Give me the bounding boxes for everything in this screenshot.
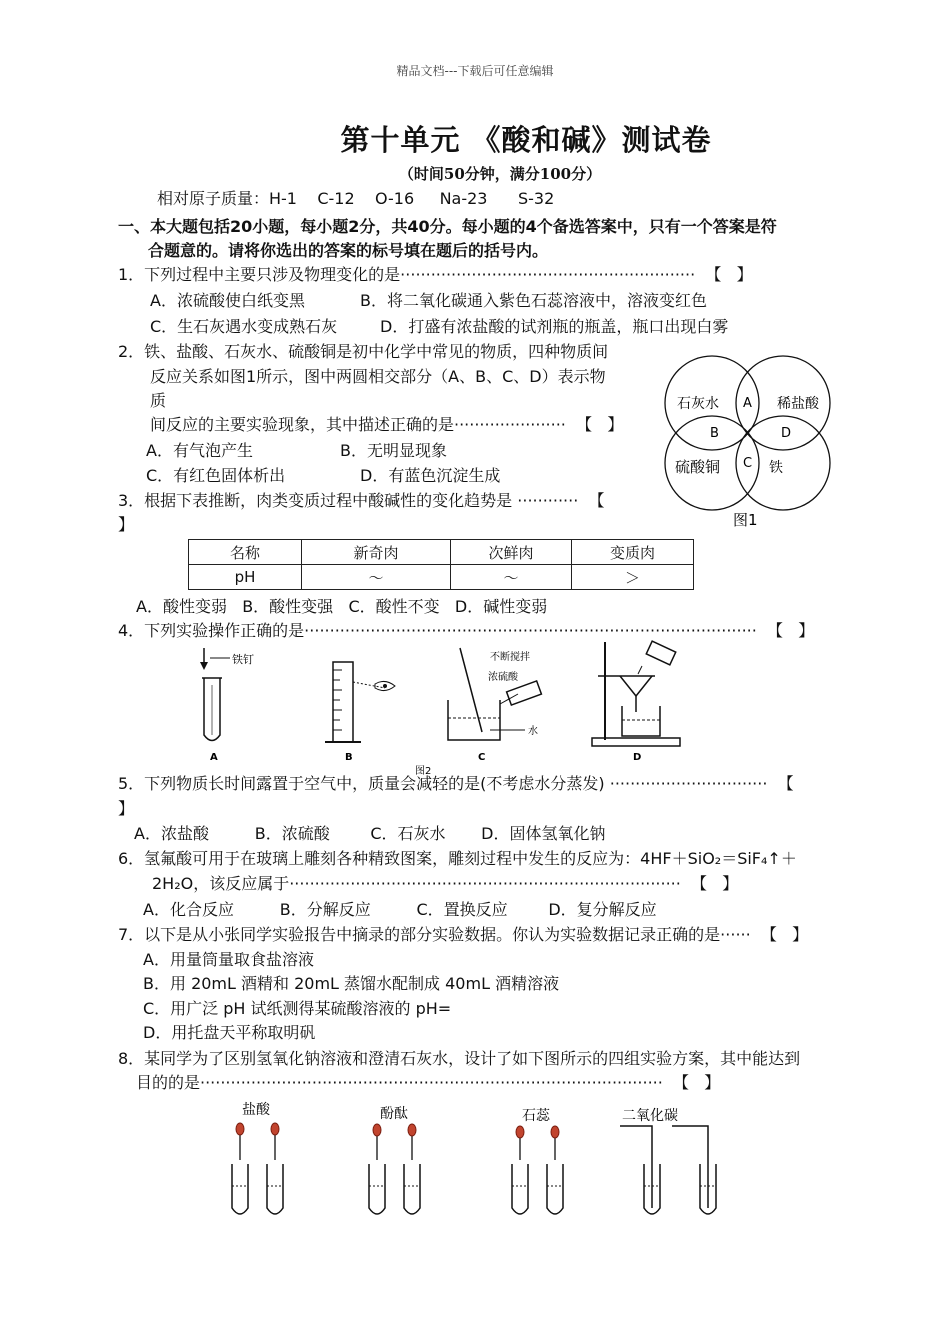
q4-stem: 4．下列实验操作正确的是························································································· 【 】 (118, 621, 815, 640)
page-subtitle: （时间50分钟，满分100分） (398, 165, 602, 183)
figure2-caption: 图2 (415, 766, 432, 775)
label-iron-nail: 铁钉 (232, 653, 254, 666)
q7-option-b: B．用 20mL 酒精和 20mL 蒸馏水配制成 40mL 酒精溶液 (143, 974, 560, 993)
dropper-bulb (551, 1126, 559, 1138)
label-iron: 铁 (769, 460, 783, 476)
table-header: 变质肉 (572, 540, 694, 565)
operation-a-illustration (200, 648, 254, 763)
q3-options: A．酸性变弱 B．酸性变强 C．酸性不变 D．碱性变弱 (136, 597, 548, 616)
q1-stem: 1．下列过程中主要只涉及物理变化的是·························································· 【 】 (118, 265, 753, 284)
label-stir: 不断搅拌 (490, 652, 530, 663)
q1-option-a: A．浓硫酸使白纸变黑 (150, 291, 305, 310)
group-hcl (232, 1101, 283, 1214)
q1-option-d: D．打盛有浓盐酸的试剂瓶的瓶盖，瓶口出现白雾 (380, 317, 729, 336)
atomic-mass: 相对原子质量：H-1 C-12 O-16 Na-23 S-32 (157, 189, 555, 208)
q2-option-c: C．有红色固体析出 (146, 466, 286, 485)
operation-c-illustration (448, 648, 541, 763)
q7-option-c: C．用广泛 pH 试纸测得某硫酸溶液的 pH= (143, 999, 452, 1018)
q2-option-b: B．无明显现象 (340, 441, 447, 460)
label-a: A (743, 396, 752, 411)
q6-options: A．化合反应 B．分解反应 C．置换反应 D．复分解反应 (143, 900, 657, 919)
dropper-bulb (408, 1124, 416, 1136)
table-header-row (189, 540, 694, 565)
table-cell: ～ (451, 565, 572, 590)
q1-option-b: B．将二氧化碳通入紫色石蕊溶液中，溶液变红色 (360, 291, 707, 310)
q6-line1: 6．氢氟酸可用于在玻璃上雕刻各种精致图案，雕刻过程中发生的反应为：4HF＋SiO₂＝SiF₄↑＋ (118, 849, 797, 868)
label-copper-sulfate: 硫酸铜 (675, 458, 721, 476)
label-d: D (781, 426, 792, 441)
label-phenolphthalein: 酚酞 (380, 1106, 408, 1122)
q8-line2: 目的的是··························································································· 【 】 (136, 1073, 721, 1092)
label-carbon-dioxide: 二氧化碳 (622, 1108, 678, 1124)
dropper-bulb (236, 1123, 244, 1135)
page-header: 精品文档---下载后可任意编辑 (396, 64, 554, 78)
figure1-caption: 图1 (733, 511, 758, 529)
dropper-bulb (271, 1123, 279, 1135)
label-b: B (345, 752, 353, 763)
group-carbon-dioxide (620, 1108, 716, 1214)
section1-line2: 合题意的。请将你选出的答案的标号填在题后的括号内。 (148, 241, 549, 260)
label-litmus: 石蕊 (522, 1108, 550, 1124)
label-dilute-hcl: 稀盐酸 (777, 396, 819, 412)
q1-option-c: C．生石灰遇水变成熟石灰 (150, 317, 338, 336)
page-title: 第十单元 《酸和碱》测试卷 (340, 123, 712, 157)
label-a: A (210, 752, 218, 763)
q2-line2: 反应关系如图1所示，图中两圆相交部分（A、B、C、D）表示物 (150, 367, 606, 386)
q7-stem: 7．以下是从小张同学实验报告中摘录的部分实验数据。你认为实验数据记录正确的是······ 【 】 (118, 925, 809, 944)
table-header: 新奇肉 (302, 540, 451, 565)
label-hydrochloric-acid: 盐酸 (242, 1102, 270, 1118)
q2-line4: 间反应的主要实验现象，其中描述正确的是······················ 【 】 (150, 415, 624, 434)
q5-line1: 5．下列物质长时间露置于空气中，质量会减轻的是(不考虑水分蒸发) ······························· 【 (118, 774, 794, 793)
label-lime-water: 石灰水 (677, 396, 719, 412)
label-d: D (633, 752, 642, 763)
ph-table (188, 539, 694, 590)
label-water: 水 (528, 726, 538, 737)
q5-line2: 】 (118, 799, 135, 818)
q5-options: A．浓盐酸 B．浓硫酸 C．石灰水 D．固体氢氧化钠 (134, 824, 606, 843)
dropper-bulb (516, 1126, 524, 1138)
label-c: C (478, 752, 486, 763)
section1-line1: 一、本大题包括20小题，每小题2分，共40分。每小题的4个备选答案中，只有一个答案是符 (118, 217, 777, 236)
table-header: 名称 (189, 540, 302, 565)
q2-line1: 2．铁、盐酸、石灰水、硫酸铜是初中化学中常见的物质，四种物质间 (118, 342, 609, 361)
operation-b-illustration (325, 662, 395, 763)
operation-d-illustration (592, 641, 680, 763)
q7-option-d: D．用托盘天平称取明矾 (143, 1023, 316, 1042)
q3-line2: 】 (118, 515, 135, 534)
q2-line3: 质 (150, 391, 167, 410)
q3-line1: 3．根据下表推断，肉类变质过程中酸碱性的变化趋势是 ············ 【 (118, 491, 605, 510)
table-cell: ～ (302, 565, 451, 590)
q6-line2: 2H₂O，该反应属于············································································· 【 】 (152, 874, 739, 893)
q2-option-d: D．有蓝色沉淀生成 (360, 466, 501, 485)
table-header: 次鲜肉 (451, 540, 572, 565)
figure1-venn-diagram (655, 355, 840, 545)
group-phenolphthalein (369, 1105, 420, 1214)
q7-option-a: A．用量筒量取食盐溶液 (143, 950, 314, 969)
label-b: B (710, 426, 719, 441)
table-cell: pH (189, 565, 302, 590)
table-row (189, 565, 694, 590)
q8-experiment-figure (220, 1098, 740, 1223)
dropper-bulb (373, 1124, 381, 1136)
group-litmus (512, 1107, 563, 1214)
label-concentrated-h2so4: 浓硫酸 (488, 672, 518, 683)
table-cell: ＞ (572, 565, 694, 590)
q8-line1: 8．某同学为了区别氢氧化钠溶液和澄清石灰水，设计了如下图所示的四组实验方案，其中能达到 (118, 1049, 801, 1068)
label-c: C (743, 456, 753, 471)
figure2-lab-operations (190, 640, 750, 775)
q2-option-a: A．有气泡产生 (146, 441, 253, 460)
